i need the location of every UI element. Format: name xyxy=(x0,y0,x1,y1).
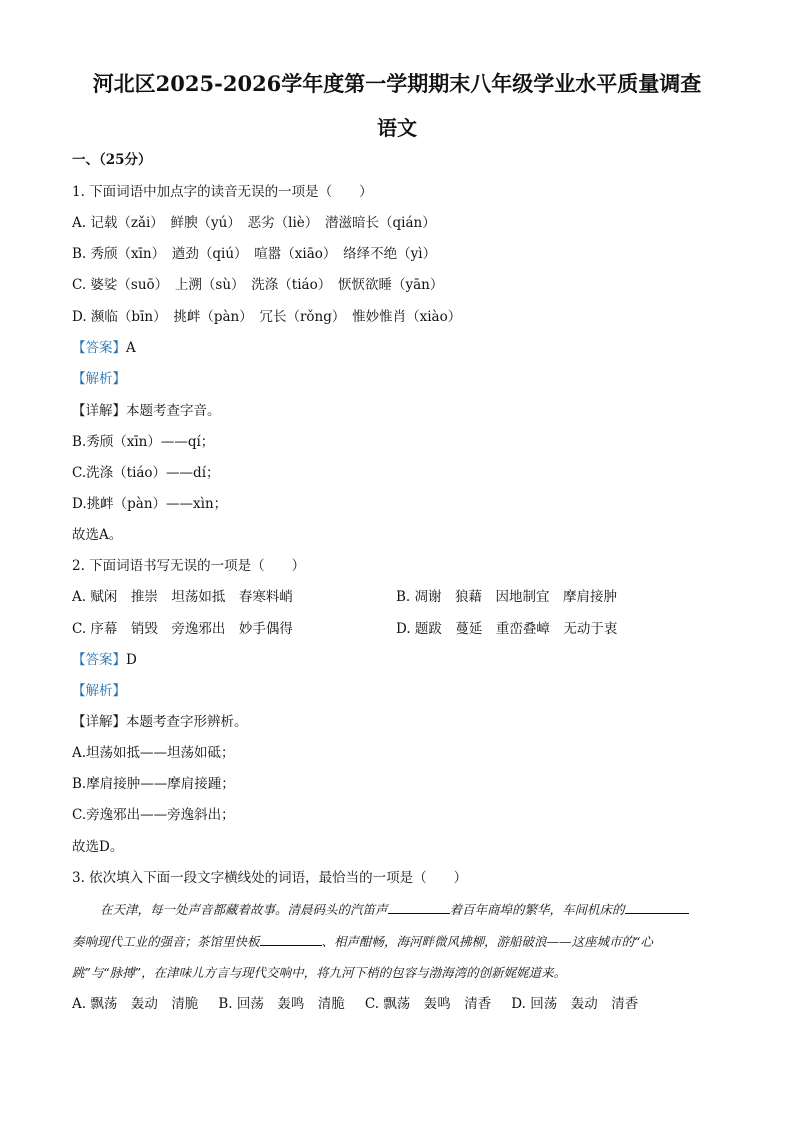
answer-value: A xyxy=(126,340,136,356)
q2-conclusion: 故选D。 xyxy=(72,839,124,855)
q2-answer xyxy=(72,651,137,669)
q2-option-c: C. 序幕 销毁 旁逸邪出 妙手偶得 xyxy=(72,621,293,637)
q2-detail xyxy=(72,713,248,731)
q3-passage-line1: 在天津，每一处声音都藏着故事。清晨码头的汽笛声 着百年商埠的繁华，车间机床的 xyxy=(100,901,750,919)
q1-option-a: A. 记载（zǎi） 鲜腴（yú） 恶劣（liè） 潜滋暗长（qián） xyxy=(72,215,436,231)
detail-tag: 【详解】 xyxy=(72,714,126,730)
page-title: 河北区2025-2026学年度第一学期期末八年级学业水平质量调查 xyxy=(92,71,702,96)
q3-passage-line3: 跳”与“脉搏”，在津味儿方言与现代交响中，将九河下梢的包容与渤海湾的创新娓娓道来。 xyxy=(72,965,567,980)
q3-stem: 3. 依次填入下面一段文字横线处的词语，最恰当的一项是（ ） xyxy=(72,870,468,886)
q1-answer xyxy=(72,339,136,357)
q3-option-b: B. 回荡 轰鸣 清脆 xyxy=(218,996,345,1012)
q2-option-b: B. 凋谢 狼藉 因地制宜 摩肩接肿 xyxy=(396,589,618,605)
fill-blank-1 xyxy=(388,901,450,914)
q1-detail-c: C.洗涤（tiáo）——dí； xyxy=(72,465,220,481)
q2-detail-c: C.旁逸邪出——旁逸斜出； xyxy=(72,807,235,823)
q1-option-c: C. 婆娑（suō） 上溯（sù） 洗涤（tiáo） 恹恹欲睡（yān） xyxy=(72,277,444,293)
q3-option-d: D. 回荡 轰动 清香 xyxy=(511,996,639,1012)
q1-detail-d: D.挑衅（pàn）——xìn； xyxy=(72,496,228,512)
subject-title: 语文 xyxy=(377,116,417,140)
q1-option-d: D. 濒临（bīn） 挑衅（pàn） 冗长（rǒng） 惟妙惟肖（xiào） xyxy=(72,309,462,325)
q1-stem: 1. 下面词语中加点字的读音无误的一项是（ ） xyxy=(72,184,373,200)
q3-option-c: C. 飘荡 轰鸣 清香 xyxy=(364,996,492,1012)
q2-analysis-tag: 【解析】 xyxy=(72,683,126,699)
detail-intro: 本题考查字音。 xyxy=(126,403,221,419)
q1-analysis-tag: 【解析】 xyxy=(72,371,126,387)
fill-blank-2 xyxy=(625,901,689,914)
detail-intro: 本题考查字形辨析。 xyxy=(126,714,248,730)
q2-stem: 2. 下面词语书写无误的一项是（ ） xyxy=(72,558,306,574)
q3-options xyxy=(72,995,658,1013)
answer-tag: 【答案】 xyxy=(72,340,126,356)
q1-detail xyxy=(72,402,221,420)
detail-tag: 【详解】 xyxy=(72,403,126,419)
q3-option-a: A. 飘荡 轰动 清脆 xyxy=(72,996,199,1012)
q3-passage-line2: 奏响现代工业的强音；茶馆里快板 、相声酣畅，海河畔微风拂柳，游船破浪——这座城市的“心 xyxy=(72,934,653,949)
q2-detail-b: B.摩肩接肿——摩肩接踵； xyxy=(72,776,235,792)
q2-detail-a: A.坦荡如抵——坦荡如砥； xyxy=(72,745,235,761)
q1-conclusion: 故选A。 xyxy=(72,527,123,543)
q2-option-a: A. 赋闲 推崇 坦荡如抵 春寒料峭 xyxy=(72,589,293,605)
answer-value: D xyxy=(126,652,137,668)
q2-option-d: D. 题跋 蔓延 重峦叠嶂 无动于衷 xyxy=(396,621,618,637)
q1-option-b: B. 秀颀（xīn） 遒劲（qiú） 喧嚣（xiāo） 络绎不绝（yì） xyxy=(72,246,437,262)
fill-blank-3 xyxy=(260,933,322,946)
q1-detail-b: B.秀颀（xīn）——qí； xyxy=(72,434,215,450)
section-heading: 一、（25分） xyxy=(72,152,152,168)
answer-tag: 【答案】 xyxy=(72,652,126,668)
